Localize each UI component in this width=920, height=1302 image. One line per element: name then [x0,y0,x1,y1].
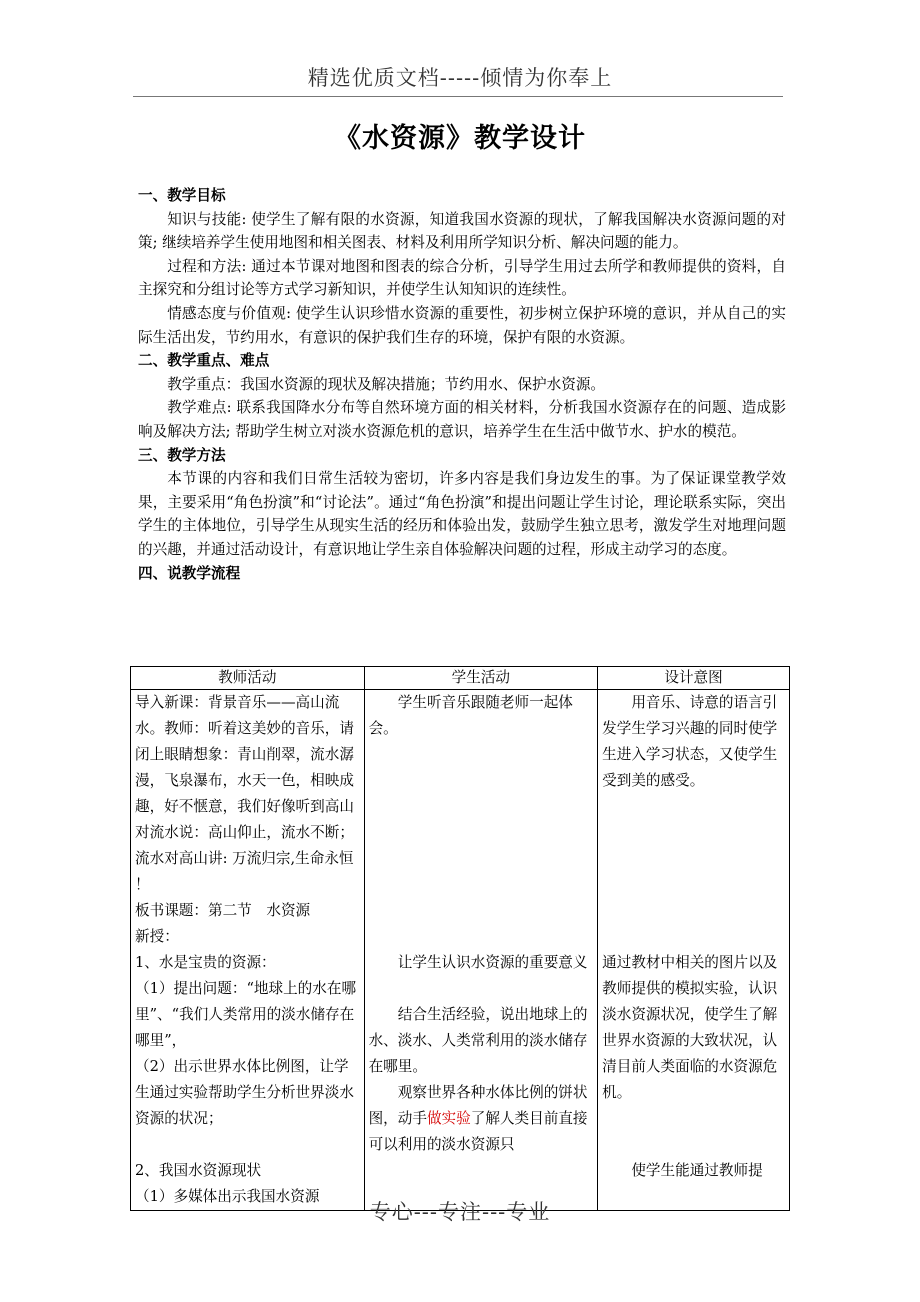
student-activity-cell [364,690,598,1211]
teacher-item-1: 1、水是宝贵的资源： [135,954,276,971]
student-activity-4 [369,1080,594,1158]
student-activity-3: 结合生活经验，说出地球上的水、淡水、人类常利用的淡水储存在哪里。 [368,1006,588,1075]
student-activity-4-pre: 观察世界各种水体比例的饼状图，动手 [368,1084,588,1127]
paragraph-key-point: 教学重点：我国水资源的现状及解决措施；节约用水、保护水资源。 [167,375,606,393]
paragraph-knowledge: 知识与技能: 使学生了解有限的水资源，知道我国水资源的现状，了解我国解决水资源问题的对策; 继续培养学生使用地图和相关图表、材料及利用所学知识分析、解决问题的能力。 [138,210,786,252]
paragraph-methods: 本节课的内容和我们日常生活较为密切，许多内容是我们身边发生的事。为了保证课堂教学效果，主要采用“角色扮演”和“讨论法”。通过“角色扮演”和提出问题让学生讨论，理论联系实际，突出学生的主体地位，引导学生从现实生活的经历和体验出发，鼓励学生独立思考，激发学生对地理问题的兴趣，并通过活动设计，有意识地让学生亲自体验解决问题的过程，形成主动学习的态度。 [138,470,786,558]
paragraph-attitude: 情感态度与价值观: 使学生认识珍惜水资源的重要性，初步树立保护环境的意识，并从自己的实际生活出发，节约用水，有意识的保护我们生存的环境，保护有限的水资源。 [138,304,786,346]
student-activity-2: 让学生认识水资源的重要意义 [397,954,588,971]
design-intent-3: 使学生能通过教师提 [631,1162,763,1179]
student-activity-4-post: 了解人类目前直接可以利用的淡水资源只 [368,1110,588,1153]
experiment-highlight: 做实验 [426,1110,471,1127]
teacher-intro: 导入新课：背景音乐——高山流水。教师：听着这美妙的音乐，请闭上眼睛想象：青山削翠，流水潺漫，飞泉瀑布，水天一色，相映成趣，好不惬意，我们好像听到高山对流水说：高山仰止，流水不断；流水对高山讲: 万流归宗,生命永恒 ！ [135,694,354,893]
teacher-activity-cell [131,690,365,1211]
section-heading-flow: 四、说教学流程 [138,564,241,582]
page-header: 精选优质文档-----倾情为你奉上 [307,66,613,90]
cell-spacer [135,1132,360,1158]
section-heading-objectives: 一、教学目标 [138,187,226,204]
document-title: 《水资源》教学设计 [334,123,586,154]
cell-spacer [369,742,594,950]
teacher-board-title: 板书课题：第二节 水资源 [135,902,311,919]
paragraph-difficulty: 教学难点: 联系我国降水分布等自然环境方面的相关材料，分析我国水资源存在的问题、造成影响及解决方法; 帮助学生树立对淡水资源危机的意识，培养学生在生活中做节水、护水的模范。 [138,399,786,440]
design-intent-2: 通过教材中相关的图片以及教师提供的模拟实验，认识淡水资源状况，使学生了解世界水资源的大致状况，认清目前人类面临的水资源危机。 [602,954,778,1101]
teacher-item-2: 2、我国水资源现状 [135,1162,262,1179]
design-intent-1: 用音乐、诗意的语言引发学生学习兴趣的同时使学生进入学习状态，又使学生受到美的感受。 [602,694,778,789]
header-design-intent: 设计意图 [598,667,790,690]
design-intent-cell [598,690,790,1211]
table-header-row [131,667,790,690]
teacher-item-1b: （2）出示世界水体比例图，让学生通过实验帮助学生分析世界淡水资源的状况； [135,1058,354,1127]
student-activity-1: 学生听音乐跟随老师一起体会。 [368,694,573,737]
page-footer: 专心---专注---专业 [369,1200,551,1224]
header-teacher-activity: 教师活动 [131,667,365,690]
teaching-flow-table [130,666,790,1211]
teacher-item-2a: （1）多媒体出示我国水资源 [135,1188,320,1205]
cell-spacer [602,1106,785,1158]
cell-spacer [369,976,594,1002]
paragraph-process: 过程和方法: 通过本节课对地图和图表的综合分析，引导学生用过去所学和教师提供的资料，自主探究和分组讨论等方式学习新知识，并使学生认知知识的连续性。 [138,257,786,299]
section-heading-methods: 三、教学方法 [138,446,226,464]
table-row [131,690,790,1211]
teacher-new-lesson: 新授： [135,928,179,945]
document-body [138,184,786,585]
section-heading-key-points: 二、教学重点、难点 [138,352,270,370]
header-student-activity: 学生活动 [364,667,598,690]
header-rule [133,96,783,97]
teacher-item-1a: （1）提出问题：“地球上的水在哪里”、“我们人类常用的淡水储存在哪里”， [135,980,357,1049]
cell-spacer [602,794,785,950]
